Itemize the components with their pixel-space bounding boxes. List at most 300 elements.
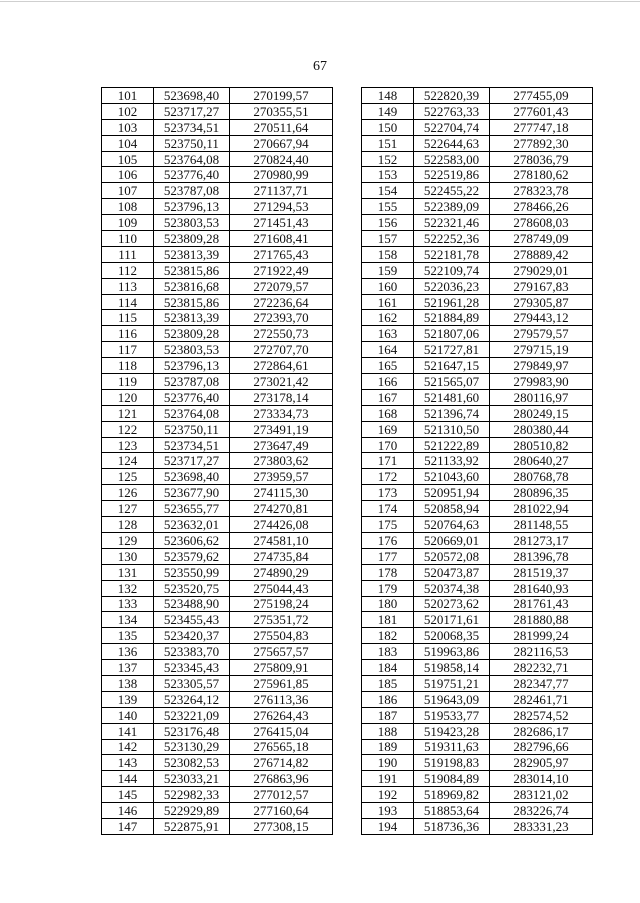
y-coordinate-cell: 278180,62 [490,167,593,183]
point-number-cell: 169 [362,421,414,437]
x-coordinate-cell: 521133,92 [414,453,490,469]
x-coordinate-cell: 523734,51 [154,119,230,135]
point-number-cell: 119 [102,374,154,390]
x-coordinate-cell: 519858,14 [414,660,490,676]
y-coordinate-cell: 273647,49 [230,437,333,453]
x-coordinate-cell: 522763,33 [414,103,490,119]
x-coordinate-cell: 519084,89 [414,771,490,787]
x-coordinate-cell: 522109,74 [414,262,490,278]
x-coordinate-cell: 519533,77 [414,707,490,723]
x-coordinate-cell: 523787,08 [154,183,230,199]
x-coordinate-cell: 521961,28 [414,294,490,310]
point-number-cell: 120 [102,389,154,405]
table-row [362,231,593,247]
table-row [102,755,333,771]
table-row [102,501,333,517]
point-number-cell: 170 [362,437,414,453]
y-coordinate-cell: 271294,53 [230,199,333,215]
point-number-cell: 111 [102,246,154,262]
x-coordinate-cell: 523221,09 [154,707,230,723]
point-number-cell: 144 [102,771,154,787]
y-coordinate-cell: 273178,14 [230,389,333,405]
table-row [362,135,593,151]
table-row [102,532,333,548]
table-row [362,660,593,676]
table-row [362,707,593,723]
x-coordinate-cell: 523698,40 [154,469,230,485]
x-coordinate-cell: 523420,37 [154,628,230,644]
point-number-cell: 165 [362,358,414,374]
point-number-cell: 182 [362,628,414,644]
y-coordinate-cell: 273491,19 [230,421,333,437]
y-coordinate-cell: 279715,19 [490,342,593,358]
table-row [102,707,333,723]
point-number-cell: 109 [102,215,154,231]
x-coordinate-cell: 523803,53 [154,215,230,231]
point-number-cell: 137 [102,660,154,676]
x-coordinate-cell: 519198,83 [414,755,490,771]
point-number-cell: 138 [102,675,154,691]
table-row [102,183,333,199]
x-coordinate-cell: 523750,11 [154,135,230,151]
table-row [362,691,593,707]
table-row [102,787,333,803]
y-coordinate-cell: 276415,04 [230,723,333,739]
point-number-cell: 158 [362,246,414,262]
y-coordinate-cell: 281519,37 [490,564,593,580]
table-row [102,660,333,676]
x-coordinate-cell: 523815,86 [154,262,230,278]
y-coordinate-cell: 280116,97 [490,389,593,405]
point-number-cell: 185 [362,675,414,691]
x-coordinate-cell: 520171,61 [414,612,490,628]
point-number-cell: 106 [102,167,154,183]
x-coordinate-cell: 523655,77 [154,501,230,517]
point-number-cell: 150 [362,119,414,135]
y-coordinate-cell: 270355,51 [230,103,333,119]
x-coordinate-cell: 521481,60 [414,389,490,405]
y-coordinate-cell: 283331,23 [490,818,593,834]
y-coordinate-cell: 274270,81 [230,501,333,517]
point-number-cell: 194 [362,818,414,834]
x-coordinate-cell: 522181,78 [414,246,490,262]
point-number-cell: 192 [362,787,414,803]
point-number-cell: 155 [362,199,414,215]
point-number-cell: 152 [362,151,414,167]
table-row [102,485,333,501]
y-coordinate-cell: 272864,61 [230,358,333,374]
table-row [102,596,333,612]
table-row [102,389,333,405]
x-coordinate-cell: 523383,70 [154,644,230,660]
y-coordinate-cell: 281273,17 [490,532,593,548]
point-number-cell: 107 [102,183,154,199]
y-coordinate-cell: 273959,57 [230,469,333,485]
y-coordinate-cell: 275504,83 [230,628,333,644]
x-coordinate-cell: 521310,50 [414,421,490,437]
y-coordinate-cell: 272236,64 [230,294,333,310]
table-row [362,405,593,421]
x-coordinate-cell: 520473,87 [414,564,490,580]
point-number-cell: 184 [362,660,414,676]
point-number-cell: 116 [102,326,154,342]
x-coordinate-cell: 522644,63 [414,135,490,151]
point-number-cell: 186 [362,691,414,707]
table-row [102,453,333,469]
point-number-cell: 163 [362,326,414,342]
point-number-cell: 130 [102,548,154,564]
y-coordinate-cell: 270511,64 [230,119,333,135]
table-row [102,691,333,707]
y-coordinate-cell: 283014,10 [490,771,593,787]
point-number-cell: 174 [362,501,414,517]
table-row [362,675,593,691]
y-coordinate-cell: 276264,43 [230,707,333,723]
y-coordinate-cell: 273803,62 [230,453,333,469]
y-coordinate-cell: 274115,30 [230,485,333,501]
y-coordinate-cell: 277160,64 [230,803,333,819]
x-coordinate-cell: 519963,86 [414,644,490,660]
y-coordinate-cell: 279305,87 [490,294,593,310]
x-coordinate-cell: 523813,39 [154,246,230,262]
table-row [362,88,593,104]
point-number-cell: 131 [102,564,154,580]
point-number-cell: 181 [362,612,414,628]
x-coordinate-cell: 523345,43 [154,660,230,676]
x-coordinate-cell: 523488,90 [154,596,230,612]
y-coordinate-cell: 278749,09 [490,231,593,247]
x-coordinate-cell: 523787,08 [154,374,230,390]
x-coordinate-cell: 523082,53 [154,755,230,771]
y-coordinate-cell: 277747,18 [490,119,593,135]
table-row [102,151,333,167]
point-number-cell: 189 [362,739,414,755]
point-number-cell: 183 [362,644,414,660]
x-coordinate-cell: 523550,99 [154,564,230,580]
table-row [102,246,333,262]
table-row [102,262,333,278]
table-row [362,151,593,167]
point-number-cell: 178 [362,564,414,580]
table-row [102,421,333,437]
y-coordinate-cell: 282461,71 [490,691,593,707]
y-coordinate-cell: 279443,12 [490,310,593,326]
point-number-cell: 132 [102,580,154,596]
table-row [362,818,593,834]
y-coordinate-cell: 273021,42 [230,374,333,390]
x-coordinate-cell: 518969,82 [414,787,490,803]
table-row [102,644,333,660]
point-number-cell: 127 [102,501,154,517]
table-row [362,612,593,628]
x-coordinate-cell: 520572,08 [414,548,490,564]
point-number-cell: 162 [362,310,414,326]
table-row [102,437,333,453]
x-coordinate-cell: 523579,62 [154,548,230,564]
y-coordinate-cell: 282905,97 [490,755,593,771]
point-number-cell: 175 [362,517,414,533]
x-coordinate-cell: 523776,40 [154,167,230,183]
coordinates-table-right [361,87,593,835]
point-number-cell: 147 [102,818,154,834]
x-coordinate-cell: 520374,38 [414,580,490,596]
x-coordinate-cell: 523130,29 [154,739,230,755]
y-coordinate-cell: 282347,77 [490,675,593,691]
table-row [362,342,593,358]
table-row [362,326,593,342]
table-row [362,580,593,596]
table-row [362,803,593,819]
y-coordinate-cell: 271922,49 [230,262,333,278]
x-coordinate-cell: 521807,06 [414,326,490,342]
point-number-cell: 139 [102,691,154,707]
point-number-cell: 128 [102,517,154,533]
point-number-cell: 143 [102,755,154,771]
y-coordinate-cell: 282574,52 [490,707,593,723]
table-row [102,231,333,247]
y-coordinate-cell: 275044,43 [230,580,333,596]
point-number-cell: 115 [102,310,154,326]
y-coordinate-cell: 281148,55 [490,517,593,533]
table-row [362,262,593,278]
y-coordinate-cell: 281880,88 [490,612,593,628]
point-number-cell: 133 [102,596,154,612]
y-coordinate-cell: 283226,74 [490,803,593,819]
point-number-cell: 151 [362,135,414,151]
table-row [362,246,593,262]
y-coordinate-cell: 281999,24 [490,628,593,644]
point-number-cell: 103 [102,119,154,135]
point-number-cell: 149 [362,103,414,119]
point-number-cell: 110 [102,231,154,247]
table-row [362,771,593,787]
y-coordinate-cell: 278466,26 [490,199,593,215]
y-coordinate-cell: 270824,40 [230,151,333,167]
x-coordinate-cell: 521565,07 [414,374,490,390]
x-coordinate-cell: 523734,51 [154,437,230,453]
point-number-cell: 188 [362,723,414,739]
y-coordinate-cell: 281761,43 [490,596,593,612]
table-row [102,723,333,739]
y-coordinate-cell: 275961,85 [230,675,333,691]
point-number-cell: 113 [102,278,154,294]
x-coordinate-cell: 523776,40 [154,389,230,405]
table-row [362,739,593,755]
x-coordinate-cell: 523816,68 [154,278,230,294]
table-row [362,485,593,501]
table-row [102,469,333,485]
x-coordinate-cell: 520858,94 [414,501,490,517]
x-coordinate-cell: 523796,13 [154,358,230,374]
table-row [102,580,333,596]
point-number-cell: 179 [362,580,414,596]
y-coordinate-cell: 282796,66 [490,739,593,755]
point-number-cell: 141 [102,723,154,739]
table-row [102,199,333,215]
x-coordinate-cell: 521396,74 [414,405,490,421]
point-number-cell: 105 [102,151,154,167]
table-row [362,437,593,453]
table-row [362,644,593,660]
x-coordinate-cell: 522519,86 [414,167,490,183]
x-coordinate-cell: 522982,33 [154,787,230,803]
point-number-cell: 166 [362,374,414,390]
table-row [102,771,333,787]
point-number-cell: 160 [362,278,414,294]
table-row [102,548,333,564]
point-number-cell: 101 [102,88,154,104]
table-row [102,803,333,819]
y-coordinate-cell: 280249,15 [490,405,593,421]
table-row [362,294,593,310]
page-number: 67 [313,59,327,74]
x-coordinate-cell: 520764,63 [414,517,490,533]
point-number-cell: 161 [362,294,414,310]
y-coordinate-cell: 281022,94 [490,501,593,517]
x-coordinate-cell: 523717,27 [154,103,230,119]
table-row [102,103,333,119]
table-row [102,405,333,421]
y-coordinate-cell: 279167,83 [490,278,593,294]
point-number-cell: 193 [362,803,414,819]
x-coordinate-cell: 523698,40 [154,88,230,104]
table-row [102,135,333,151]
y-coordinate-cell: 270667,94 [230,135,333,151]
point-number-cell: 124 [102,453,154,469]
point-number-cell: 153 [362,167,414,183]
y-coordinate-cell: 276714,82 [230,755,333,771]
x-coordinate-cell: 523813,39 [154,310,230,326]
table-row [362,469,593,485]
table-row [102,119,333,135]
table-row [102,612,333,628]
y-coordinate-cell: 280380,44 [490,421,593,437]
y-coordinate-cell: 271137,71 [230,183,333,199]
point-number-cell: 159 [362,262,414,278]
y-coordinate-cell: 272550,73 [230,326,333,342]
y-coordinate-cell: 272707,70 [230,342,333,358]
table-row [362,564,593,580]
point-number-cell: 156 [362,215,414,231]
x-coordinate-cell: 523632,01 [154,517,230,533]
table-row [362,183,593,199]
x-coordinate-cell: 522455,22 [414,183,490,199]
table-row [102,517,333,533]
x-coordinate-cell: 520068,35 [414,628,490,644]
y-coordinate-cell: 272079,57 [230,278,333,294]
point-number-cell: 117 [102,342,154,358]
table-row [102,739,333,755]
y-coordinate-cell: 282116,53 [490,644,593,660]
point-number-cell: 146 [102,803,154,819]
table-row [102,374,333,390]
y-coordinate-cell: 280510,82 [490,437,593,453]
y-coordinate-cell: 274890,29 [230,564,333,580]
y-coordinate-cell: 276113,36 [230,691,333,707]
table-row [102,88,333,104]
table-row [362,310,593,326]
point-number-cell: 112 [102,262,154,278]
y-coordinate-cell: 281640,93 [490,580,593,596]
y-coordinate-cell: 281396,78 [490,548,593,564]
point-number-cell: 121 [102,405,154,421]
y-coordinate-cell: 278323,78 [490,183,593,199]
y-coordinate-cell: 279983,90 [490,374,593,390]
table-row [362,453,593,469]
table-row [362,215,593,231]
y-coordinate-cell: 274735,84 [230,548,333,564]
y-coordinate-cell: 274426,08 [230,517,333,533]
point-number-cell: 168 [362,405,414,421]
table-row [362,358,593,374]
table-row [102,326,333,342]
table-row [362,167,593,183]
x-coordinate-cell: 519751,21 [414,675,490,691]
x-coordinate-cell: 523455,43 [154,612,230,628]
x-coordinate-cell: 522820,39 [414,88,490,104]
point-number-cell: 140 [102,707,154,723]
point-number-cell: 145 [102,787,154,803]
y-coordinate-cell: 280768,78 [490,469,593,485]
x-coordinate-cell: 523176,48 [154,723,230,739]
point-number-cell: 176 [362,532,414,548]
x-coordinate-cell: 523803,53 [154,342,230,358]
y-coordinate-cell: 275809,91 [230,660,333,676]
point-number-cell: 123 [102,437,154,453]
x-coordinate-cell: 518853,64 [414,803,490,819]
y-coordinate-cell: 277455,09 [490,88,593,104]
x-coordinate-cell: 518736,36 [414,818,490,834]
point-number-cell: 191 [362,771,414,787]
y-coordinate-cell: 275351,72 [230,612,333,628]
point-number-cell: 129 [102,532,154,548]
x-coordinate-cell: 523764,08 [154,405,230,421]
table-row [362,517,593,533]
x-coordinate-cell: 521222,89 [414,437,490,453]
x-coordinate-cell: 519311,63 [414,739,490,755]
point-number-cell: 104 [102,135,154,151]
y-coordinate-cell: 271765,43 [230,246,333,262]
y-coordinate-cell: 273334,73 [230,405,333,421]
x-coordinate-cell: 519643,09 [414,691,490,707]
x-coordinate-cell: 522389,09 [414,199,490,215]
point-number-cell: 118 [102,358,154,374]
point-number-cell: 126 [102,485,154,501]
y-coordinate-cell: 277892,30 [490,135,593,151]
x-coordinate-cell: 522321,46 [414,215,490,231]
y-coordinate-cell: 276565,18 [230,739,333,755]
table-row [102,278,333,294]
table-row [102,818,333,834]
x-coordinate-cell: 523750,11 [154,421,230,437]
x-coordinate-cell: 523520,75 [154,580,230,596]
table-row [362,278,593,294]
table-row [362,723,593,739]
table-row [362,389,593,405]
y-coordinate-cell: 277601,43 [490,103,593,119]
x-coordinate-cell: 522583,00 [414,151,490,167]
table-row [102,310,333,326]
y-coordinate-cell: 272393,70 [230,310,333,326]
y-coordinate-cell: 277308,15 [230,818,333,834]
point-number-cell: 164 [362,342,414,358]
x-coordinate-cell: 523677,90 [154,485,230,501]
table-row [102,342,333,358]
point-number-cell: 180 [362,596,414,612]
table-row [362,374,593,390]
table-row [362,501,593,517]
x-coordinate-cell: 520273,62 [414,596,490,612]
